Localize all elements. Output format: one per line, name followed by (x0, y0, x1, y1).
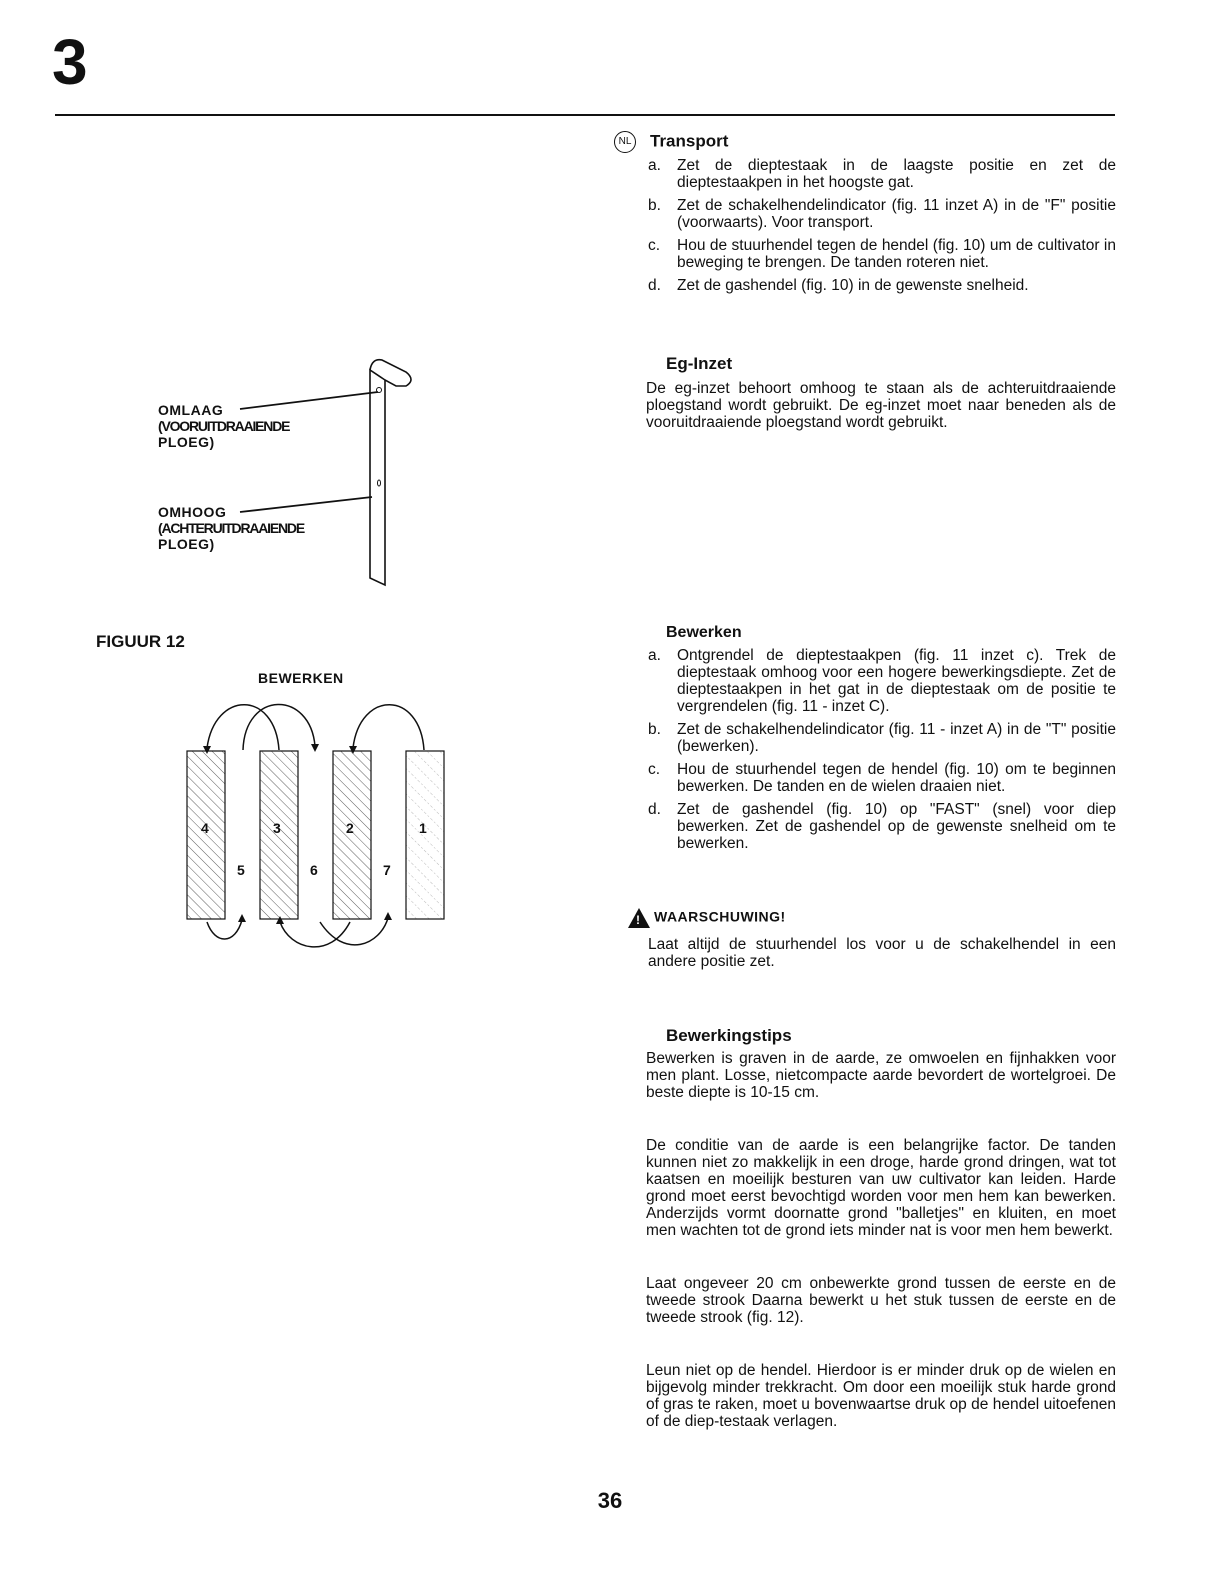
bewerken-item (646, 647, 1116, 715)
tips-paragraph: De conditie van de aarde is een belangrijke factor. De tanden kunnen niet zo makkelijk in een droge, harde grond dringen, wat tot kaatsen en moeilijk besturen van uw cultivator kan leiden. Harde grond moet eerst bevochtigd worden voor men hem kan bewerken. Anderzijds vormt doornatte grond "balletjes" en kluiten, en moet men wachten tot de grond iets minder nat is voor men hem bewerkt. (646, 1137, 1116, 1239)
eg-inzet-section (646, 355, 1116, 431)
warning-icon: ! (628, 908, 650, 928)
item-text: Hou de stuurhendel tegen de hendel (fig. 10) um de cultivator in beweging te brengen. De tanden roteren niet. (677, 237, 1116, 271)
eg-inzet-text: De eg-inzet behoort omhoog te staan als de achteruitdraaiende ploegstand wordt gebruikt. De eg-inzet moet naar beneden als de vooruitdraaiende ploegstand wordt gebruikt. (646, 380, 1116, 431)
tips-section (646, 1027, 1116, 1430)
strip-label-1: 1 (419, 820, 428, 836)
item-letter: b. (648, 721, 661, 738)
label-down-sub1: (VOORUITDRAAIENDE (158, 418, 290, 434)
header-rule (55, 114, 1115, 116)
gap-label-7: 7 (383, 862, 392, 878)
label-down (158, 402, 289, 450)
warning-section (628, 908, 1116, 970)
transport-item (646, 157, 1116, 191)
bewerken-item (646, 801, 1116, 852)
page-number: 36 (597, 1488, 623, 1513)
item-letter: d. (648, 801, 661, 818)
warning-heading: WAARSCHUWING! (654, 908, 786, 925)
transport-item (646, 197, 1116, 231)
tips-paragraph: Leun niet op de hendel. Hierdoor is er minder druk op de wielen en bijgevolg minder trekkracht. Om door een moeilijk stuk harde grond of gras te raken, moet u bovenwaartse druk op de hendel uitoefenen of de diep-testaak verlagen. (646, 1362, 1116, 1430)
item-letter: d. (648, 277, 661, 294)
item-letter: c. (648, 237, 661, 254)
tips-heading: Bewerkingstips (666, 1026, 792, 1045)
bewerken-item (646, 761, 1116, 795)
bewerken-section (646, 624, 1116, 858)
tilling-pattern-diagram (170, 660, 460, 950)
item-letter: b. (648, 197, 661, 214)
label-up (158, 504, 304, 552)
strip-label-4: 4 (201, 820, 210, 836)
item-letter: a. (648, 647, 661, 664)
item-text: Zet de gashendel (fig. 10) op "FAST" (snel) voor diep bewerken. Zet de gashendel op de gewenste snelheid om te bewerken. (677, 801, 1116, 852)
gap-label-6: 6 (310, 862, 319, 878)
warning-heading-row (628, 908, 1116, 928)
gap-label-5: 5 (237, 862, 246, 878)
item-text: Ontgrendel de dieptestaakpen (fig. 11 inzet c). Trek de dieptestaak omhoog voor een hogere bewerkingsdiepte. Zet de dieptestaakpen in het gat in de dieptestaak om de positie te vergrendelen (fig. 11 - inzet C). (677, 647, 1116, 715)
item-text: Zet de schakelhendelindicator (fig. 11 - inzet A) in de "T" positie (bewerken). (677, 721, 1116, 755)
item-text: Hou de stuurhendel tegen de hendel (fig. 10) om te beginnen bewerken. De tanden en de wielen draaien niet. (677, 761, 1116, 795)
warning-text: Laat altijd de stuurhendel los voor u de schakelhendel in een andere positie zet. (648, 936, 1116, 970)
item-letter: a. (648, 157, 661, 174)
transport-heading-row (614, 131, 1116, 153)
label-up-sub2: PLOEG) (158, 536, 215, 552)
diagram-title: BEWERKEN (258, 670, 344, 686)
item-text: Zet de gashendel (fig. 10) in de gewenste snelheid. (677, 277, 1029, 294)
depth-stake-illustration (220, 350, 420, 590)
chapter-number: 3 (52, 26, 88, 98)
tips-paragraph: Bewerken is graven in de aarde, ze omwoelen en fijnhakken voor men plant. Losse, nietcompacte aarde bevordert de wortelgroei. De beste diepte is 10-15 cm. (646, 1050, 1116, 1101)
item-text: Zet de dieptestaak in de laagste positie en zet de dieptestaakpen in het hoogste gat. (677, 157, 1116, 191)
bewerken-heading: Bewerken (666, 624, 742, 641)
label-up-title: OMHOOG (158, 504, 227, 520)
transport-section (614, 131, 1116, 300)
label-up-sub1: (ACHTERUITDRAAIENDE (158, 520, 304, 536)
transport-item (646, 237, 1116, 271)
transport-heading: Transport (650, 131, 729, 151)
figure-caption: FIGUUR 12 (96, 632, 185, 651)
label-down-sub2: PLOEG) (158, 434, 215, 450)
tips-paragraph: Laat ongeveer 20 cm onbewerkte grond tussen de eerste en de tweede strook Daarna bewerkt u het stuk tussen de eerste en de tweede strook (fig. 12). (646, 1275, 1116, 1326)
strip-label-2: 2 (346, 820, 355, 836)
item-text: Zet de schakelhendelindicator (fig. 11 inzet A) in de "F" positie (voorwaarts). Voor transport. (677, 197, 1116, 231)
label-down-title: OMLAAG (158, 402, 224, 418)
eg-inzet-heading: Eg-Inzet (666, 354, 733, 373)
item-letter: c. (648, 761, 661, 778)
language-badge: NL (614, 131, 636, 153)
bewerken-item (646, 721, 1116, 755)
strip-label-3: 3 (273, 820, 282, 836)
transport-item (646, 277, 1116, 294)
